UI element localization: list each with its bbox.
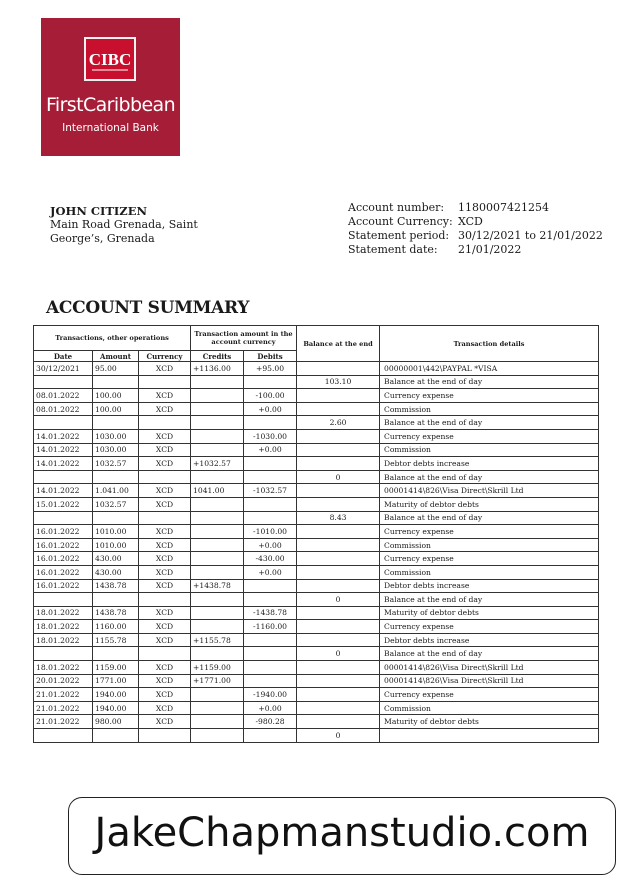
bank-subname: International Bank: [62, 122, 159, 134]
header-debits: Debits: [244, 351, 297, 362]
header-credits: Credits: [191, 351, 244, 362]
header-details: Transaction details: [380, 326, 599, 362]
cell-credits: [191, 729, 244, 743]
cell-amount: 430.00: [93, 552, 139, 566]
cell-credits: [191, 552, 244, 566]
table-row: [34, 674, 599, 688]
cell-details: Maturity of debtor debts: [380, 606, 599, 620]
cell-balance: [297, 389, 380, 403]
cell-details: Debtor debts increase: [380, 633, 599, 647]
cell-details: Currency expense: [380, 620, 599, 634]
cell-balance: [297, 484, 380, 498]
cell-details: Balance at the end of day: [380, 375, 599, 389]
header-balance: Balance at the end: [297, 326, 380, 362]
cell-date: 14.01.2022: [34, 443, 93, 457]
cell-currency: XCD: [139, 389, 191, 403]
cell-credits: [191, 565, 244, 579]
cell-currency: [139, 470, 191, 484]
table-row: [34, 620, 599, 634]
cell-balance: 0: [297, 593, 380, 607]
cell-currency: XCD: [139, 362, 191, 376]
table-row: [34, 647, 599, 661]
cell-amount: [93, 416, 139, 430]
cell-balance: [297, 552, 380, 566]
cell-debits: -1032.57: [244, 484, 297, 498]
cell-details: Debtor debts increase: [380, 579, 599, 593]
table-header-row-1: [34, 326, 599, 351]
cell-credits: [191, 429, 244, 443]
cell-amount: [93, 729, 139, 743]
cell-date: 18.01.2022: [34, 633, 93, 647]
account-number: 1180007421254: [458, 201, 549, 214]
cell-date: [34, 593, 93, 607]
cell-amount: 980.00: [93, 715, 139, 729]
cell-balance: 2.60: [297, 416, 380, 430]
cell-currency: XCD: [139, 606, 191, 620]
statement-date-label: Statement date:: [348, 243, 438, 256]
cell-amount: 1155.78: [93, 633, 139, 647]
cell-amount: [93, 470, 139, 484]
bank-logo: [41, 18, 180, 156]
cell-currency: [139, 511, 191, 525]
table-row: [34, 497, 599, 511]
header-amount: Amount: [93, 351, 139, 362]
cell-balance: [297, 633, 380, 647]
cell-amount: 1159.00: [93, 661, 139, 675]
cell-debits: [244, 674, 297, 688]
cell-details: 00001414\826\Visa Direct\Skrill Ltd: [380, 674, 599, 688]
table-row: [34, 565, 599, 579]
cell-amount: 1010.00: [93, 538, 139, 552]
cell-details: Maturity of debtor debts: [380, 497, 599, 511]
cell-balance: [297, 525, 380, 539]
cell-date: [34, 647, 93, 661]
cell-credits: [191, 538, 244, 552]
cell-amount: [93, 375, 139, 389]
cell-date: [34, 511, 93, 525]
account-currency-row: [348, 215, 603, 229]
cell-credits: +1438.78: [191, 579, 244, 593]
cell-details: 00000001\442\PAYPAL *VISA: [380, 362, 599, 376]
cell-date: [34, 470, 93, 484]
cell-debits: -1030.00: [244, 429, 297, 443]
cell-debits: +0.00: [244, 538, 297, 552]
cell-currency: [139, 729, 191, 743]
cell-date: 18.01.2022: [34, 620, 93, 634]
cell-credits: [191, 416, 244, 430]
cell-credits: [191, 497, 244, 511]
cell-amount: 1030.00: [93, 429, 139, 443]
cell-debits: -1160.00: [244, 620, 297, 634]
cell-debits: +0.00: [244, 701, 297, 715]
cell-credits: [191, 620, 244, 634]
table-row: [34, 579, 599, 593]
statement-period-label: Statement period:: [348, 229, 450, 242]
cell-credits: [191, 389, 244, 403]
cell-debits: +0.00: [244, 443, 297, 457]
cell-date: 21.01.2022: [34, 688, 93, 702]
cell-details: Balance at the end of day: [380, 416, 599, 430]
table-row: [34, 484, 599, 498]
cell-debits: [244, 729, 297, 743]
table-row: [34, 701, 599, 715]
cell-date: 16.01.2022: [34, 525, 93, 539]
cell-date: 08.01.2022: [34, 389, 93, 403]
cell-currency: XCD: [139, 402, 191, 416]
cell-balance: 0: [297, 729, 380, 743]
cell-date: [34, 416, 93, 430]
cell-debits: +0.00: [244, 402, 297, 416]
cell-amount: 430.00: [93, 565, 139, 579]
cell-currency: XCD: [139, 674, 191, 688]
cell-details: 00001414\826\Visa Direct\Skrill Ltd: [380, 484, 599, 498]
cell-balance: 8.43: [297, 511, 380, 525]
cell-details: Commission: [380, 538, 599, 552]
cell-debits: [244, 647, 297, 661]
cell-balance: [297, 715, 380, 729]
cell-currency: [139, 593, 191, 607]
cell-credits: +1159.00: [191, 661, 244, 675]
account-number-row: [348, 201, 603, 215]
cell-credits: 1041.00: [191, 484, 244, 498]
cell-credits: [191, 470, 244, 484]
table-row: [34, 525, 599, 539]
cell-currency: XCD: [139, 443, 191, 457]
account-currency-label: Account Currency:: [348, 215, 453, 228]
cell-details: Currency expense: [380, 429, 599, 443]
table-row: [34, 457, 599, 471]
table-row: [34, 416, 599, 430]
cell-amount: 1030.00: [93, 443, 139, 457]
cell-currency: XCD: [139, 497, 191, 511]
cell-debits: -980.28: [244, 715, 297, 729]
table-row: [34, 511, 599, 525]
cell-debits: [244, 375, 297, 389]
cibc-seal-icon: [84, 37, 136, 81]
cell-debits: [244, 633, 297, 647]
table-row: [34, 443, 599, 457]
cell-debits: [244, 593, 297, 607]
cell-currency: XCD: [139, 538, 191, 552]
customer-address-line1: Main Road Grenada, Saint: [50, 218, 198, 231]
cell-balance: [297, 402, 380, 416]
cell-credits: +1771.00: [191, 674, 244, 688]
cell-details: Balance at the end of day: [380, 593, 599, 607]
cell-date: 30/12/2021: [34, 362, 93, 376]
cell-balance: [297, 565, 380, 579]
cell-balance: [297, 443, 380, 457]
account-info: [348, 201, 603, 257]
customer-name: JOHN CITIZEN: [50, 204, 147, 218]
header-amount-group: Transaction amount in the account currency: [191, 326, 297, 351]
cell-details: Balance at the end of day: [380, 511, 599, 525]
header-transactions-group: Transactions, other operations: [34, 326, 191, 351]
cell-details: Commission: [380, 402, 599, 416]
cell-debits: [244, 511, 297, 525]
cell-debits: [244, 470, 297, 484]
cell-credits: [191, 606, 244, 620]
account-number-label: Account number:: [348, 201, 445, 214]
table-row: [34, 552, 599, 566]
table-row: [34, 688, 599, 702]
cell-details: Balance at the end of day: [380, 470, 599, 484]
cell-date: 16.01.2022: [34, 565, 93, 579]
table-row: [34, 429, 599, 443]
statement-period-row: [348, 229, 603, 243]
cell-date: 15.01.2022: [34, 497, 93, 511]
cell-balance: [297, 688, 380, 702]
seal-text: CIBC: [88, 50, 132, 69]
cell-amount: [93, 593, 139, 607]
cell-balance: [297, 429, 380, 443]
cell-credits: [191, 402, 244, 416]
cell-date: [34, 375, 93, 389]
cell-debits: -1438.78: [244, 606, 297, 620]
table-row: [34, 606, 599, 620]
bank-name: FirstCaribbean: [45, 94, 176, 116]
cell-debits: -100.00: [244, 389, 297, 403]
cell-currency: XCD: [139, 688, 191, 702]
cell-details: Currency expense: [380, 688, 599, 702]
cell-date: 18.01.2022: [34, 661, 93, 675]
cell-currency: XCD: [139, 661, 191, 675]
cell-credits: [191, 715, 244, 729]
cell-debits: +0.00: [244, 565, 297, 579]
cell-currency: XCD: [139, 565, 191, 579]
cell-amount: 1438.78: [93, 606, 139, 620]
cell-debits: -1940.00: [244, 688, 297, 702]
cell-date: 14.01.2022: [34, 484, 93, 498]
cell-balance: [297, 579, 380, 593]
cell-balance: [297, 620, 380, 634]
cell-credits: [191, 701, 244, 715]
cell-details: Commission: [380, 565, 599, 579]
table-row: [34, 389, 599, 403]
cell-amount: [93, 511, 139, 525]
header-currency: Currency: [139, 351, 191, 362]
account-currency: XCD: [458, 215, 483, 228]
cell-details: 00001414\826\Visa Direct\Skrill Ltd: [380, 661, 599, 675]
cell-amount: 1032.57: [93, 457, 139, 471]
summary-title: ACCOUNT SUMMARY: [46, 298, 250, 318]
cell-debits: -1010.00: [244, 525, 297, 539]
table-row: [34, 729, 599, 743]
cell-details: [380, 729, 599, 743]
cell-balance: [297, 606, 380, 620]
cell-currency: XCD: [139, 484, 191, 498]
cell-date: 16.01.2022: [34, 579, 93, 593]
table-row: [34, 402, 599, 416]
cell-date: 16.01.2022: [34, 538, 93, 552]
cell-amount: 100.00: [93, 389, 139, 403]
cell-credits: +1032.57: [191, 457, 244, 471]
cell-balance: [297, 457, 380, 471]
cell-currency: [139, 416, 191, 430]
cell-amount: 1771.00: [93, 674, 139, 688]
cell-balance: 0: [297, 647, 380, 661]
table-row: [34, 470, 599, 484]
cell-debits: [244, 661, 297, 675]
table-row: [34, 661, 599, 675]
cell-details: Maturity of debtor debts: [380, 715, 599, 729]
cell-date: [34, 729, 93, 743]
header-date: Date: [34, 351, 93, 362]
cell-balance: [297, 701, 380, 715]
cell-currency: [139, 647, 191, 661]
cell-details: Debtor debts increase: [380, 457, 599, 471]
table-row: [34, 362, 599, 376]
cell-amount: 1940.00: [93, 701, 139, 715]
cell-amount: 1438.78: [93, 579, 139, 593]
cell-currency: XCD: [139, 525, 191, 539]
cell-date: 08.01.2022: [34, 402, 93, 416]
cell-credits: [191, 593, 244, 607]
cell-details: Currency expense: [380, 552, 599, 566]
cell-currency: XCD: [139, 715, 191, 729]
statement-date: 21/01/2022: [458, 243, 522, 256]
table-row: [34, 633, 599, 647]
cell-credits: [191, 443, 244, 457]
cell-currency: XCD: [139, 552, 191, 566]
cell-credits: +1155.78: [191, 633, 244, 647]
cell-debits: -430.00: [244, 552, 297, 566]
watermark-text: JakeChapmanstudio.com: [94, 810, 590, 856]
cell-amount: 1010.00: [93, 525, 139, 539]
cell-credits: [191, 688, 244, 702]
cell-balance: [297, 661, 380, 675]
cell-date: 20.01.2022: [34, 674, 93, 688]
customer-block: [50, 204, 198, 246]
cell-credits: [191, 511, 244, 525]
cell-balance: 0: [297, 470, 380, 484]
cell-amount: 100.00: [93, 402, 139, 416]
cell-amount: 1032.57: [93, 497, 139, 511]
cell-date: 14.01.2022: [34, 429, 93, 443]
cell-balance: [297, 538, 380, 552]
table-row: [34, 375, 599, 389]
cell-currency: [139, 375, 191, 389]
cell-date: 21.01.2022: [34, 715, 93, 729]
cell-credits: [191, 647, 244, 661]
cell-debits: +95.00: [244, 362, 297, 376]
cell-date: 21.01.2022: [34, 701, 93, 715]
cell-date: 14.01.2022: [34, 457, 93, 471]
cell-balance: [297, 497, 380, 511]
cell-currency: XCD: [139, 701, 191, 715]
cell-balance: 103.10: [297, 375, 380, 389]
cell-currency: XCD: [139, 429, 191, 443]
cell-currency: XCD: [139, 457, 191, 471]
cell-details: Currency expense: [380, 389, 599, 403]
customer-address-line2: George’s, Grenada: [50, 232, 155, 245]
cell-credits: [191, 525, 244, 539]
cell-details: Commission: [380, 701, 599, 715]
cell-amount: [93, 647, 139, 661]
cell-credits: +1136.00: [191, 362, 244, 376]
cell-balance: [297, 674, 380, 688]
cell-currency: XCD: [139, 620, 191, 634]
cell-amount: 1160.00: [93, 620, 139, 634]
cell-date: 16.01.2022: [34, 552, 93, 566]
statement-date-row: [348, 243, 603, 257]
cell-currency: XCD: [139, 633, 191, 647]
transactions-body: [34, 362, 599, 743]
table-row: [34, 538, 599, 552]
statement-period: 30/12/2021 to 21/01/2022: [458, 229, 603, 242]
cell-debits: [244, 579, 297, 593]
table-row: [34, 593, 599, 607]
cell-debits: [244, 416, 297, 430]
cell-debits: [244, 497, 297, 511]
cell-credits: [191, 375, 244, 389]
cell-details: Commission: [380, 443, 599, 457]
watermark-box: [68, 797, 616, 875]
cell-currency: XCD: [139, 579, 191, 593]
cell-balance: [297, 362, 380, 376]
cell-date: 18.01.2022: [34, 606, 93, 620]
cell-amount: 1.041.00: [93, 484, 139, 498]
cell-debits: [244, 457, 297, 471]
table-row: [34, 715, 599, 729]
cell-amount: 95.00: [93, 362, 139, 376]
cell-details: Balance at the end of day: [380, 647, 599, 661]
cell-details: Currency expense: [380, 525, 599, 539]
transactions-table: [33, 325, 599, 743]
cell-amount: 1940.00: [93, 688, 139, 702]
